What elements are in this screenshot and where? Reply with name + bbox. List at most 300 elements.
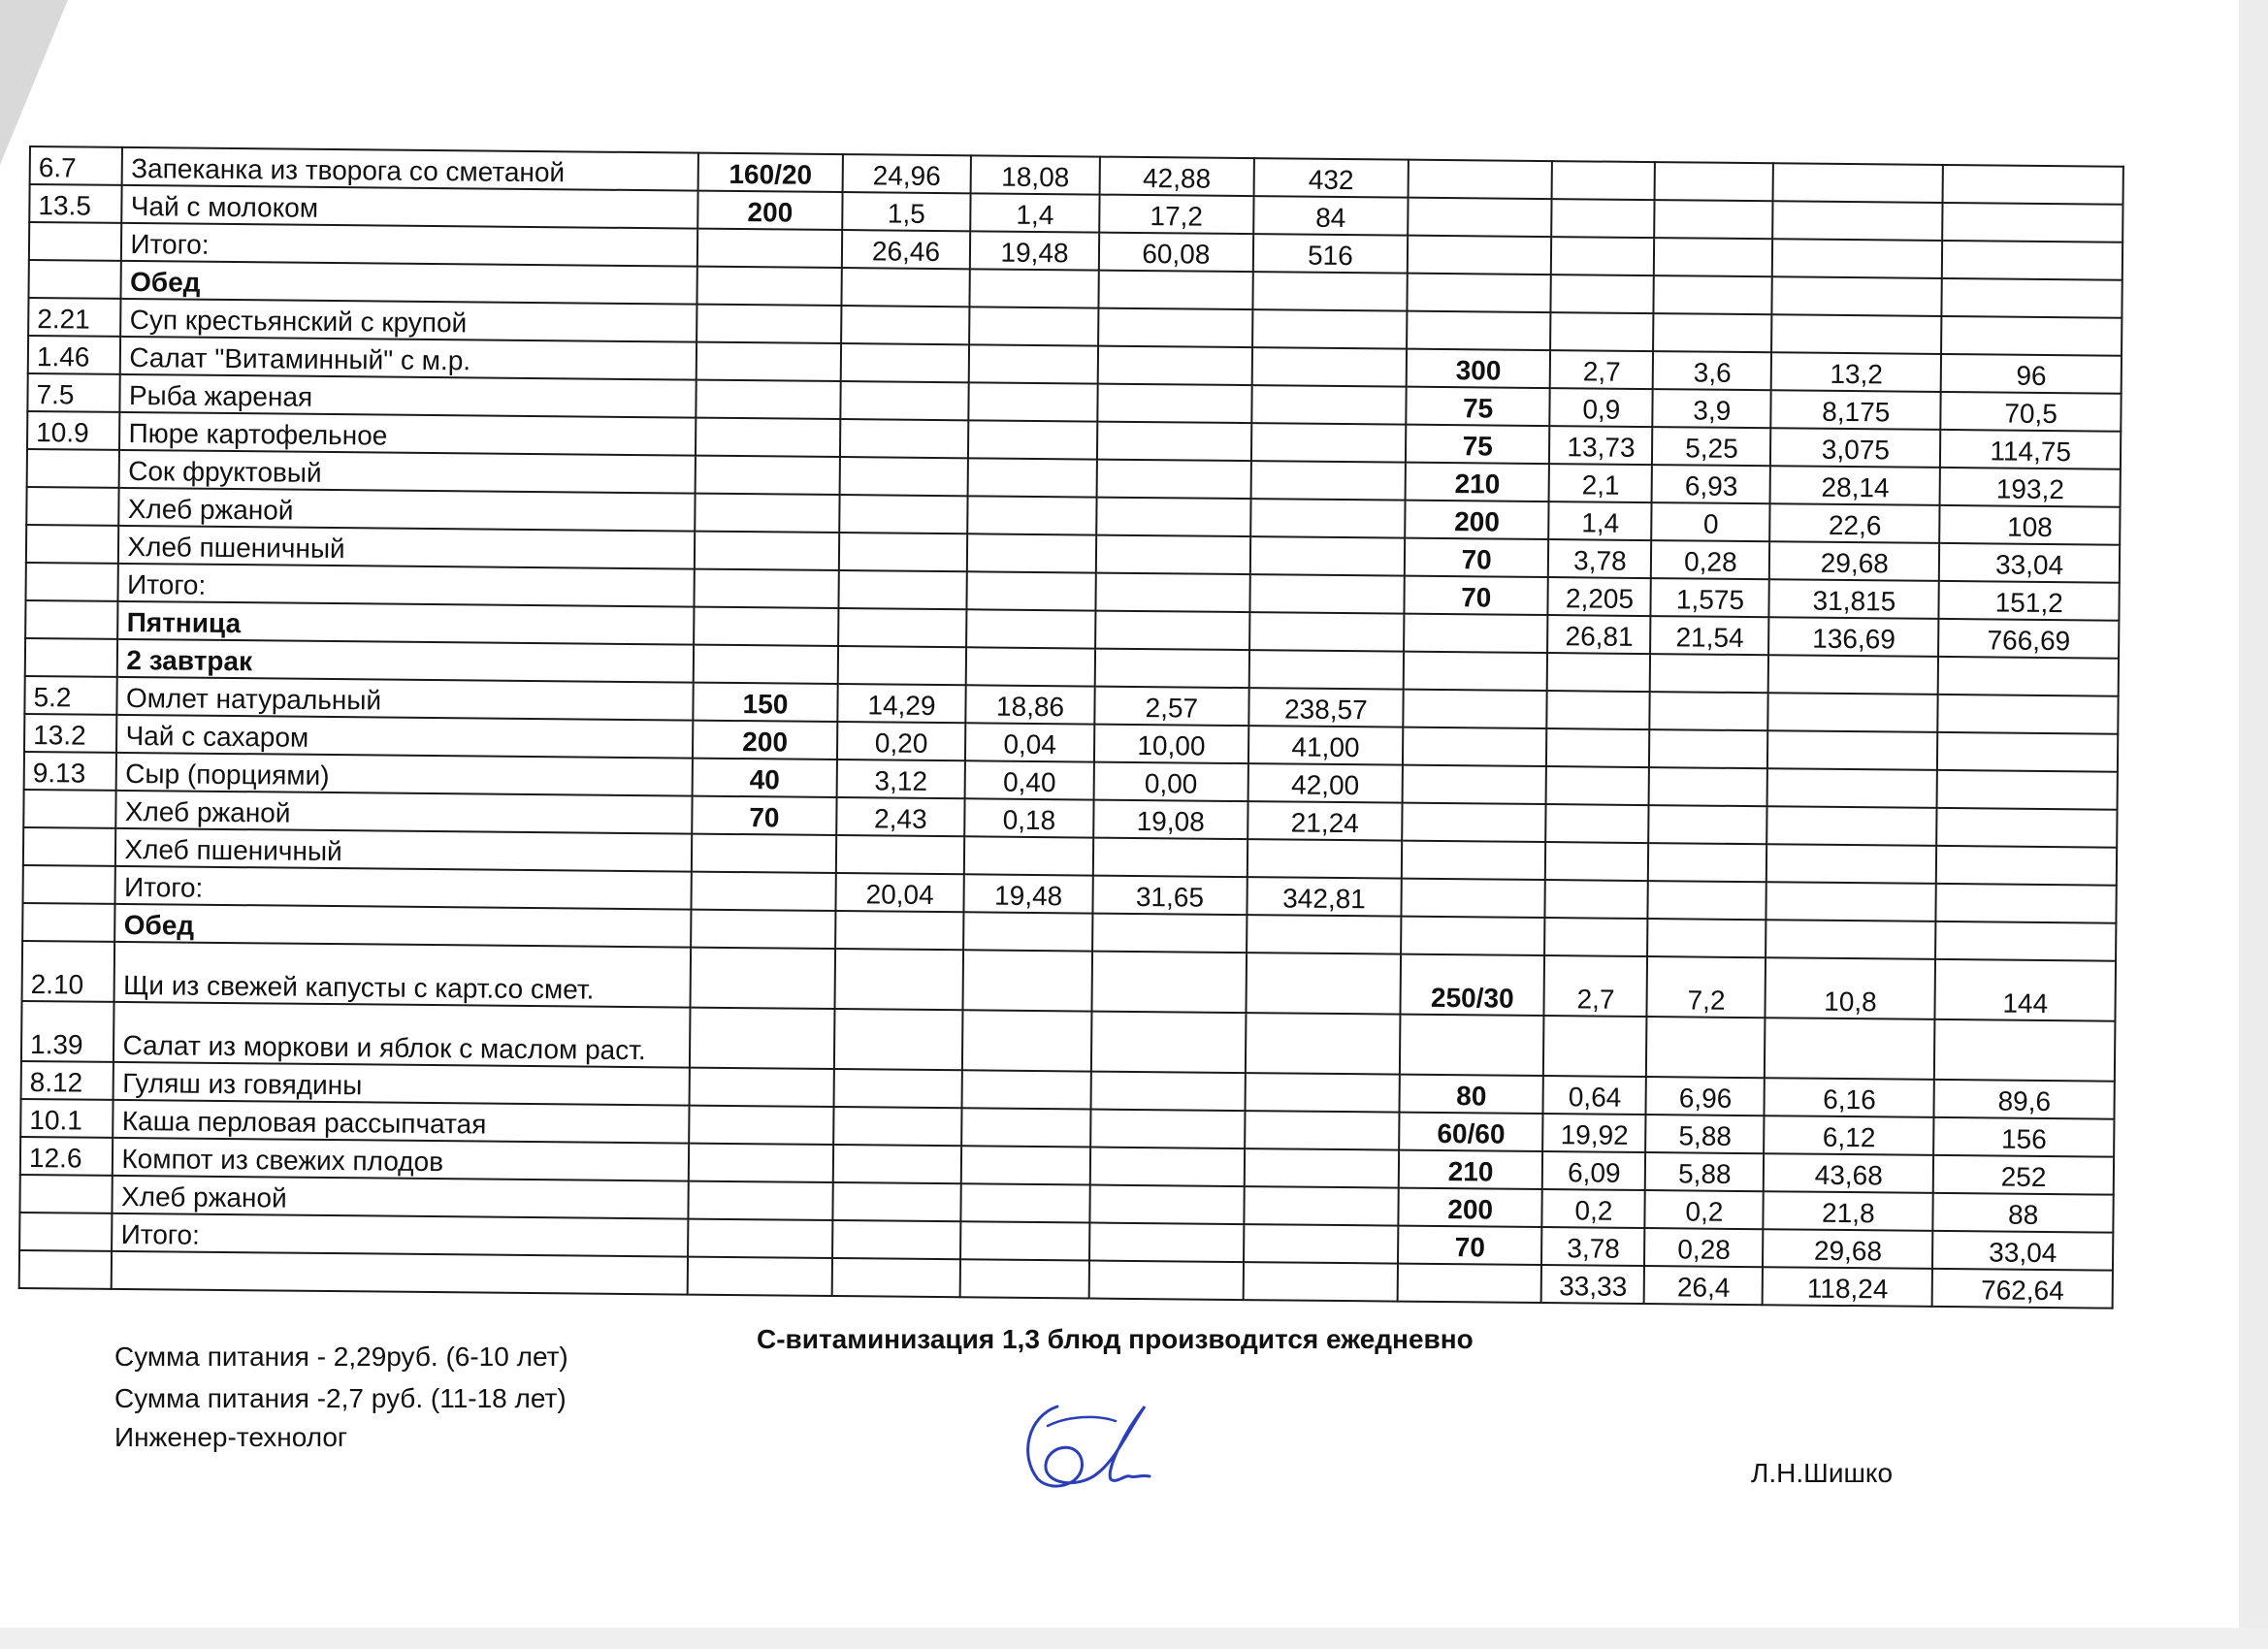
dish-code: 6.7 — [30, 146, 123, 185]
energy-1: 42,00 — [1247, 763, 1402, 803]
protein-1 — [834, 1009, 963, 1070]
energy-2: 114,75 — [1940, 430, 2121, 469]
energy-1 — [1247, 915, 1401, 954]
carbs-2 — [1766, 920, 1935, 959]
energy-2 — [1937, 770, 2118, 810]
portion-weight-1: 70 — [693, 796, 837, 835]
fat-2: 5,88 — [1645, 1152, 1764, 1191]
portion-weight-2: 60/60 — [1399, 1113, 1543, 1151]
protein-2 — [1551, 237, 1654, 275]
fat-1 — [964, 836, 1093, 875]
energy-2: 156 — [1933, 1117, 2114, 1157]
dish-code: 12.6 — [20, 1137, 113, 1176]
protein-1 — [837, 646, 966, 685]
energy-1 — [1245, 1073, 1399, 1113]
dish-name: Обед — [121, 261, 697, 305]
dish-code — [19, 1175, 113, 1213]
fat-2 — [1655, 200, 1773, 239]
portion-weight-1 — [689, 1181, 833, 1220]
dish-code — [28, 260, 121, 299]
protein-2 — [1552, 199, 1655, 238]
protein-1 — [831, 1258, 960, 1297]
fat-2 — [1648, 843, 1766, 882]
dish-code — [22, 903, 115, 942]
fat-2: 6,93 — [1652, 465, 1770, 503]
carbs-1 — [1095, 649, 1249, 689]
fat-1: 0,18 — [964, 798, 1093, 837]
carbs-1 — [1098, 346, 1252, 386]
protein-2 — [1544, 918, 1647, 956]
protein-2: 33,33 — [1541, 1265, 1644, 1304]
fat-1: 19,48 — [970, 231, 1099, 270]
dish-code — [26, 487, 119, 526]
portion-weight-2: 300 — [1407, 349, 1551, 388]
carbs-2 — [1772, 239, 1942, 278]
carbs-2 — [1766, 844, 1936, 884]
energy-2: 144 — [1935, 959, 2116, 1021]
protein-2 — [1545, 880, 1648, 919]
energy-1 — [1245, 1148, 1399, 1188]
portion-weight-2 — [1409, 160, 1553, 199]
scan-corner-shadow — [0, 0, 68, 165]
energy-2 — [1942, 203, 2122, 242]
fat-2 — [1649, 729, 1767, 768]
energy-1 — [1251, 423, 1406, 463]
portion-weight-2: 200 — [1405, 501, 1549, 539]
energy-1 — [1249, 574, 1404, 614]
energy-1 — [1252, 272, 1407, 311]
protein-1: 1,5 — [842, 192, 971, 231]
dish-name: Хлеб пшеничный — [115, 828, 692, 872]
dish-code: 1.39 — [21, 1001, 114, 1062]
dish-name: Салат "Витаминный" с м.р. — [120, 337, 697, 380]
fat-1 — [963, 912, 1092, 951]
energy-1 — [1250, 499, 1405, 538]
fat-1 — [969, 344, 1098, 383]
carbs-2: 8,175 — [1771, 390, 1941, 430]
portion-weight-2 — [1401, 917, 1545, 955]
fat-1 — [961, 1183, 1090, 1222]
dish-code: 2.10 — [22, 941, 115, 1002]
fat-1 — [969, 382, 1098, 421]
protein-2 — [1547, 691, 1650, 729]
fat-1 — [962, 1070, 1091, 1109]
carbs-2 — [1765, 1018, 1935, 1080]
portion-weight-1 — [689, 1144, 833, 1182]
portion-weight-2: 70 — [1404, 576, 1548, 615]
energy-2: 108 — [1939, 505, 2120, 545]
dish-code — [25, 563, 118, 601]
portion-weight-2 — [1402, 803, 1546, 842]
portion-weight-1 — [697, 342, 841, 381]
protein-2: 19,92 — [1543, 1114, 1646, 1152]
meal-cost-6-10: Сумма питания - 2,29руб. (6-10 лет) — [114, 1342, 568, 1372]
portion-weight-1 — [689, 1106, 833, 1145]
dish-name: Итого: — [115, 866, 692, 910]
fat-2: 0,28 — [1651, 540, 1769, 579]
carbs-1: 17,2 — [1099, 195, 1253, 235]
protein-2 — [1551, 275, 1654, 313]
dish-name: 2 завтрак — [117, 639, 694, 683]
menu-sheet — [18, 146, 2124, 1310]
portion-weight-1 — [697, 305, 841, 343]
carbs-2 — [1771, 314, 1941, 354]
energy-2 — [1934, 1019, 2115, 1082]
dish-name: Гуляш из говядины — [113, 1062, 690, 1106]
protein-1 — [839, 533, 968, 571]
carbs-1: 19,08 — [1093, 800, 1247, 840]
portion-weight-2 — [1402, 841, 1546, 880]
fat-2: 0 — [1652, 502, 1770, 541]
dish-code: 13.2 — [24, 714, 117, 753]
portion-weight-1 — [695, 569, 839, 608]
portion-weight-2: 200 — [1398, 1188, 1542, 1227]
dish-code — [23, 865, 116, 904]
energy-1 — [1247, 839, 1402, 879]
fat-2 — [1648, 881, 1766, 920]
protein-2 — [1543, 1016, 1647, 1077]
energy-2: 151,2 — [1939, 581, 2120, 621]
portion-weight-2 — [1407, 311, 1551, 350]
carbs-2: 6,16 — [1765, 1078, 1934, 1117]
portion-weight-2 — [1398, 1264, 1542, 1303]
dish-code — [19, 1212, 113, 1251]
fat-1 — [966, 647, 1095, 686]
portion-weight-1 — [695, 494, 839, 533]
fat-1: 0,04 — [965, 723, 1094, 761]
fat-1 — [962, 1010, 1091, 1071]
handwritten-signature — [1009, 1387, 1164, 1504]
protein-1: 14,29 — [837, 684, 966, 723]
carbs-1: 60,08 — [1099, 233, 1253, 273]
dish-name: Пятница — [118, 601, 695, 645]
fat-2 — [1649, 767, 1767, 806]
portion-weight-2: 250/30 — [1400, 954, 1544, 1016]
carbs-1 — [1090, 1072, 1245, 1112]
energy-2: 33,04 — [1932, 1231, 2113, 1271]
dish-name: Омлет натуральный — [117, 677, 694, 721]
energy-1: 516 — [1253, 234, 1408, 274]
portion-weight-1 — [694, 645, 838, 684]
portion-weight-2: 75 — [1406, 425, 1550, 464]
menu-table-body — [19, 146, 2123, 1309]
protein-1 — [840, 419, 969, 458]
portion-weight-1 — [690, 1008, 834, 1069]
carbs-1 — [1089, 1223, 1244, 1263]
fat-2: 1,575 — [1651, 578, 1769, 617]
dish-code — [25, 600, 118, 639]
dish-code: 8.12 — [21, 1061, 114, 1100]
carbs-2 — [1768, 693, 1938, 732]
signer-name: Л.Н.Шишко — [1751, 1458, 1894, 1488]
fat-2 — [1653, 313, 1771, 352]
energy-2 — [1938, 695, 2119, 734]
carbs-1 — [1096, 460, 1250, 500]
dish-code: 9.13 — [24, 752, 117, 791]
dish-name: Чай с молоком — [122, 185, 698, 229]
dish-name: Пюре картофельное — [119, 412, 696, 456]
protein-2 — [1546, 728, 1649, 767]
carbs-1 — [1092, 914, 1247, 954]
engineer-position: Инженер-технолог — [114, 1422, 348, 1452]
energy-2 — [1942, 278, 2122, 318]
portion-weight-2 — [1403, 765, 1547, 804]
carbs-2: 6,12 — [1764, 1116, 1933, 1155]
protein-2: 2,7 — [1544, 955, 1648, 1017]
dish-name: Хлеб ржаной — [116, 791, 693, 834]
fat-1: 18,08 — [971, 155, 1100, 194]
dish-name: Хлеб ржаной — [119, 488, 696, 532]
carbs-2: 118,24 — [1763, 1267, 1932, 1307]
carbs-2: 43,68 — [1764, 1153, 1933, 1193]
protein-2 — [1550, 312, 1653, 351]
carbs-2: 10,8 — [1766, 957, 1936, 1019]
fat-1 — [969, 307, 1098, 345]
protein-2: 0,64 — [1543, 1076, 1646, 1115]
carbs-1 — [1097, 384, 1251, 424]
protein-2 — [1545, 842, 1648, 881]
protein-1 — [838, 608, 967, 647]
carbs-2: 3,075 — [1770, 428, 1940, 468]
protein-1 — [840, 381, 969, 420]
protein-2: 2,7 — [1550, 350, 1653, 389]
dish-code — [26, 525, 119, 564]
protein-2: 2,1 — [1549, 464, 1652, 502]
energy-2 — [1936, 846, 2117, 886]
dish-code: 1.46 — [28, 336, 121, 374]
carbs-2: 21,8 — [1764, 1191, 1933, 1231]
carbs-1 — [1091, 952, 1247, 1014]
carbs-2: 22,6 — [1770, 503, 1940, 543]
portion-weight-2 — [1408, 198, 1552, 237]
carbs-2 — [1773, 163, 1943, 203]
carbs-1 — [1090, 1110, 1245, 1149]
protein-1 — [835, 911, 964, 950]
carbs-1 — [1096, 535, 1250, 575]
carbs-1: 2,57 — [1094, 687, 1248, 727]
fat-2 — [1654, 275, 1772, 314]
portion-weight-1 — [690, 1068, 834, 1107]
carbs-2 — [1768, 655, 1938, 695]
fat-2 — [1654, 238, 1772, 276]
portion-weight-1 — [688, 1257, 832, 1296]
portion-weight-2 — [1403, 690, 1547, 728]
energy-1: 21,24 — [1247, 801, 1402, 841]
carbs-2 — [1767, 730, 1937, 770]
carbs-2: 29,68 — [1763, 1229, 1932, 1269]
fat-2: 7,2 — [1647, 956, 1766, 1018]
fat-2: 3,6 — [1653, 351, 1771, 390]
carbs-2 — [1772, 276, 1942, 316]
portion-weight-2: 80 — [1399, 1075, 1543, 1114]
fat-2: 26,4 — [1644, 1266, 1763, 1305]
protein-1 — [838, 570, 967, 609]
energy-1 — [1246, 1013, 1401, 1075]
carbs-2: 31,815 — [1769, 579, 1939, 619]
protein-1 — [832, 1182, 961, 1221]
energy-1 — [1244, 1186, 1398, 1226]
protein-1: 24,96 — [842, 154, 971, 193]
portion-weight-1 — [688, 1219, 832, 1258]
portion-weight-2 — [1404, 614, 1548, 653]
carbs-1 — [1096, 498, 1250, 537]
menu-table — [18, 146, 2124, 1310]
energy-2: 766,69 — [1938, 619, 2119, 659]
carbs-2 — [1767, 768, 1937, 808]
dish-code: 2.21 — [28, 298, 121, 337]
carbs-1 — [1093, 838, 1247, 878]
protein-1 — [841, 268, 970, 307]
meal-cost-11-18: Сумма питания -2,7 руб. (11-18 лет) — [114, 1383, 567, 1413]
carbs-1 — [1090, 1148, 1245, 1187]
energy-2: 89,6 — [1934, 1080, 2115, 1119]
scan-edge-bottom — [0, 1628, 2268, 1649]
carbs-1: 0,00 — [1093, 762, 1247, 802]
dish-name: Хлеб пшеничный — [118, 526, 695, 569]
dish-name: Сок фруктовый — [119, 450, 696, 494]
fat-1 — [967, 496, 1096, 534]
energy-2 — [1938, 657, 2119, 696]
portion-weight-2: 75 — [1406, 387, 1550, 426]
portion-weight-2: 70 — [1398, 1226, 1542, 1265]
portion-weight-1 — [697, 380, 841, 419]
portion-weight-1 — [695, 532, 839, 570]
portion-weight-2 — [1404, 652, 1548, 691]
protein-1 — [839, 457, 968, 496]
energy-1 — [1245, 1111, 1399, 1150]
portion-weight-2 — [1408, 236, 1552, 275]
protein-1: 3,12 — [836, 760, 965, 798]
fat-1 — [967, 534, 1096, 572]
protein-2: 3,78 — [1541, 1227, 1644, 1266]
carbs-1: 31,65 — [1092, 876, 1247, 916]
vitamin-note: С-витаминизация 1,3 блюд производится ежедневно — [757, 1324, 1474, 1354]
protein-2 — [1546, 766, 1649, 805]
portion-weight-2: 210 — [1399, 1150, 1543, 1189]
protein-1: 0,20 — [837, 722, 966, 760]
dish-code: 7.5 — [27, 373, 120, 412]
dish-name: Обед — [115, 904, 692, 948]
fat-1 — [966, 609, 1095, 648]
protein-1: 2,43 — [836, 797, 965, 836]
energy-1: 238,57 — [1248, 688, 1403, 728]
portion-weight-1: 160/20 — [698, 153, 843, 192]
energy-1 — [1250, 536, 1405, 576]
fat-1 — [960, 1259, 1089, 1298]
protein-2 — [1546, 804, 1649, 843]
carbs-1: 10,00 — [1094, 725, 1248, 764]
carbs-2: 29,68 — [1769, 541, 1939, 581]
carbs-1 — [1088, 1261, 1243, 1301]
carbs-1 — [1097, 422, 1251, 462]
dish-code: 10.1 — [20, 1099, 113, 1138]
carbs-2 — [1773, 201, 1943, 241]
carbs-1 — [1098, 271, 1252, 310]
energy-2: 762,64 — [1932, 1269, 2113, 1309]
energy-1: 84 — [1253, 196, 1408, 236]
fat-2: 0,2 — [1645, 1190, 1764, 1229]
fat-1 — [961, 1108, 1090, 1147]
dish-name: Каша перловая рассыпчатая — [113, 1100, 690, 1144]
fat-1 — [970, 269, 1099, 307]
fat-2 — [1646, 1017, 1766, 1078]
fat-1 — [963, 950, 1092, 1011]
fat-1: 19,48 — [964, 874, 1093, 913]
dish-code — [27, 449, 120, 488]
dish-name: Итого: — [118, 564, 695, 607]
energy-1 — [1252, 347, 1407, 387]
protein-2: 0,9 — [1550, 388, 1653, 427]
fat-2: 5,25 — [1652, 427, 1770, 466]
fat-1 — [961, 1146, 1090, 1184]
carbs-1 — [1091, 1012, 1247, 1074]
energy-1: 342,81 — [1247, 877, 1401, 917]
protein-1 — [833, 1107, 962, 1146]
protein-1 — [841, 306, 970, 344]
fat-2 — [1650, 692, 1768, 730]
carbs-1: 42,88 — [1099, 157, 1253, 197]
dish-code — [25, 638, 118, 677]
protein-2: 0,2 — [1542, 1189, 1645, 1228]
scan-edge-right — [2239, 0, 2268, 1649]
portion-weight-1 — [697, 267, 842, 306]
dish-name — [112, 1251, 688, 1295]
fat-1: 1,4 — [970, 193, 1099, 232]
fat-1 — [967, 571, 1096, 610]
portion-weight-1 — [692, 872, 836, 911]
energy-2 — [1937, 808, 2118, 848]
portion-weight-2 — [1401, 879, 1545, 918]
fat-2: 3,9 — [1653, 389, 1771, 428]
energy-2 — [1937, 732, 2118, 772]
portion-weight-2: 70 — [1405, 538, 1549, 577]
energy-2: 96 — [1941, 354, 2122, 394]
dish-name: Хлеб ржаной — [113, 1176, 689, 1219]
fat-2 — [1650, 654, 1768, 693]
protein-1 — [840, 343, 969, 382]
protein-1 — [836, 835, 965, 874]
carbs-2: 28,14 — [1770, 466, 1940, 505]
protein-1 — [834, 949, 963, 1010]
protein-1: 20,04 — [835, 873, 964, 912]
dish-code — [23, 827, 116, 866]
fat-2 — [1647, 919, 1766, 957]
fat-2: 21,54 — [1650, 616, 1768, 655]
protein-2 — [1552, 161, 1655, 200]
portion-weight-1 — [694, 607, 838, 646]
portion-weight-1 — [696, 418, 840, 457]
carbs-1 — [1095, 611, 1249, 651]
portion-weight-2: 210 — [1406, 463, 1550, 501]
carbs-2: 136,69 — [1768, 617, 1938, 657]
energy-1 — [1252, 309, 1407, 349]
portion-weight-2 — [1400, 1015, 1544, 1076]
energy-2: 70,5 — [1941, 392, 2122, 432]
protein-1 — [839, 495, 968, 534]
fat-2: 6,96 — [1646, 1077, 1765, 1116]
dish-name: Рыба жареная — [120, 374, 697, 418]
carbs-1 — [1098, 308, 1252, 348]
portion-weight-1 — [691, 948, 835, 1009]
dish-name: Сыр (порциями) — [116, 753, 693, 796]
portion-weight-2 — [1403, 728, 1547, 766]
protein-2 — [1547, 653, 1650, 692]
dish-code: 13.5 — [29, 184, 122, 223]
protein-2: 6,09 — [1542, 1151, 1645, 1190]
fat-1 — [968, 420, 1097, 459]
dish-name: Щи из свежей капусты с карт.со смет. — [114, 942, 691, 1008]
protein-1 — [833, 1069, 962, 1108]
